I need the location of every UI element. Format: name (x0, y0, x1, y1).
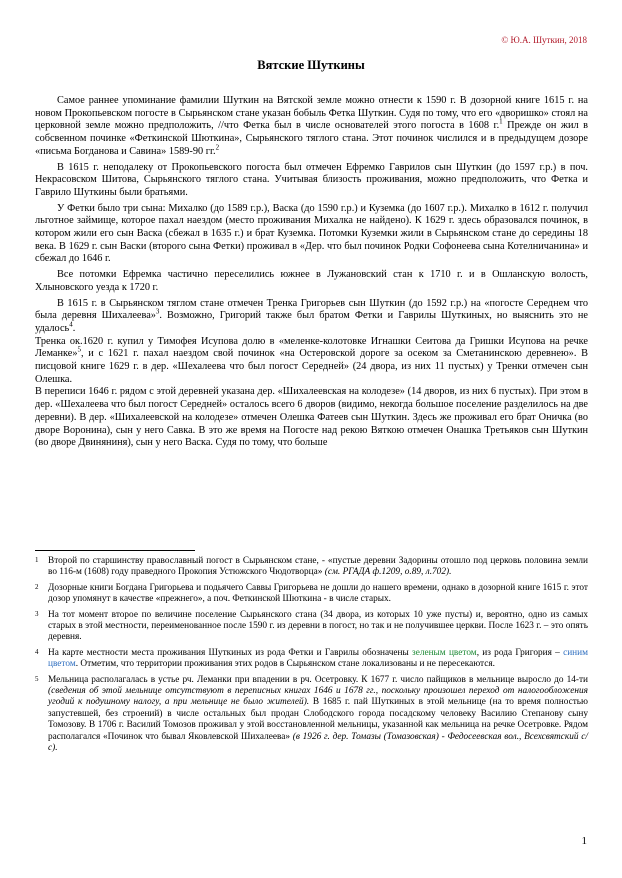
copyright-notice: © Ю.А. Шуткин, 2018 (501, 35, 587, 45)
paragraph-4: Все потомки Ефремка частично переселились южнее в Лужановский стан к 1710 г. и в Ошланскую волость, Хлыновского уезда к 1720 г. (35, 269, 588, 293)
green-color-label: зеленым цветом (412, 647, 477, 658)
footnote-number: 5 (35, 674, 39, 683)
footnote-number: 3 (35, 609, 39, 618)
footnote-4: 4 На карте местности места проживания Шуткиных из рода Фетки и Гаврилы обозначены зеленым цветом, из рода Григория – синим цветом. Отметим, что территории проживания этих родов в Сырьянском стане локализованы и не пересекаются. (35, 647, 588, 670)
main-text (35, 95, 588, 450)
footnote-1: 1 Второй по старшинству православный погост в Сырьянском стане, - «пустые деревни Задорины отошло под церковь половина земли во 116-м (1608) году праведного Прокопия Устюжского Чюдотворца» (см. РГАДА ф.1209, о.89, л.702). (35, 556, 588, 578)
footnote-separator (35, 550, 195, 551)
footnote-number: 2 (35, 582, 39, 591)
footnote-ref-5[interactable]: 5 (77, 345, 81, 354)
footnote-ref-3[interactable]: 3 (155, 307, 160, 316)
footnote-5: 5 Мельница располагалась в устье рч. Леманки при впадении в рч. Осетровку. К 1677 г. число пайщиков в мельнице выросло до 14-ти (сведения об этой мельнице отсутствуют в переписных книгах 1646 и 1678 гг., поскольку произошел переход от налогообложения угодий к подушному налогу, а при мельнице не было жителей). В 1685 г. пай Шуткиных в этой мельнице (на то время полностью запустевшей, без строений) в числе остальных был продан Слободского города посадскому человеку Василию Степанову сыну Томозову. В 1706 г. Василий Томозов проживал у этой восстановленной мельницы, указанной как мельница на речке Осетровке. Рядом располагался «Починок что бывал Яковлевской Шихалеева» (в 1926 г. дер. Томазы (Томазовская) - Федосеевская вол., Всехсвятский с/с). (35, 674, 588, 754)
paragraph-7: В переписи 1646 г. рядом с этой деревней указана дер. «Шихалеевская на колодезе» (14 дворов, из них 6 пустых). При этом в дер. «Шехалеева что был погост Середней» осталось всего 6 дворов (видимо, некогда большое поселение разделилось на две деревни). В дер. «Шихалеевской на колодезе» отмечен Олешка Фатеев сын Шуткин. Здесь же проживал его брат Оничка (во дворе Воронина), сын у него Савка. В это же время на Погосте над рекою Вяткою отмечен Онашка Третьяков сын Шуткин (во дворе Двиняниня), сын у него Васка. Судя по тому, что больше (35, 386, 588, 449)
document-title: Вятские Шуткины (257, 58, 365, 72)
footnote-2: 2 Дозорные книги Богдана Григорьева и подьячего Саввы Григорьева не дошли до нашего времени, однако в дозорной книге 1615 г. этот дозор упомянут в качестве «прежнего», а поч. Феткинской Шюткина - в числе старых. (35, 582, 588, 605)
paragraph-5: В 1615 г. в Сырьянском тяглом стане отмечен Тренка Григорьев сын Шуткин (до 1592 г.р.) на «погосте Середнем что была деревня Шихалеева»$^3$. Возможно, Григорий также был братом Фетки и Гаврилы Шуткиных, но выяснить это не удалось$^4$. (35, 297, 588, 334)
paragraph-6: Тренка ок.1620 г. купил у Тимофея Исупова долю в «меленке-колотовке Игнашки Сеитова да Гришки Исупова на речке Леманке»$^5$, и с 1621 г. пахал наездом свой починок «на Остеровской дороге за осеком за Сметанинскою деревнею». В писцовой книге 1629 г. в дер. «Шехалеева что был погост Середней» (24 двора, из них 11 пустых) у Тренки отмечен сын Олешка. (35, 335, 588, 385)
page-number: 1 (581, 835, 587, 847)
paragraph-3: У Фетки было три сына: Михалко (до 1589 г.р.), Васка (до 1590 г.р.) и Куземка (до 1607 г.р.). Михалко в 1612 г. получил льготное займище, которое пахал наездом (место проживания Михалка не найдено). К 1629 г. здесь образовался починок, в котором жили его сын Васка (сбежал в 1635 г.) и брат Куземка. Потомки Куземки жили в Сырьянском стане до середины 18 века. В 1629 г. сын Васки (второго сына Фетки) проживал в «Дер. что был починок Родки Софонеева сына Котелничанина» и сбежал до 1646 г. (35, 202, 588, 265)
footnote-3: 3 На тот момент второе по величине поселение Сырьянского стана (34 двора, из которых 10 уже пусты) и, вероятно, одно из самых старых в этой местности, переименованное после 1590 г. из деревни в погост, но так и не получившее церкви. После 1623 г. – это опять деревня. (35, 609, 588, 643)
footnotes (35, 556, 588, 759)
footnote-ref-4[interactable]: 4 (69, 320, 73, 329)
footnote-ref-1[interactable]: 1 (499, 117, 503, 126)
footnote-number: 1 (35, 556, 39, 564)
footnote-ref-2[interactable]: 2 (215, 143, 220, 152)
paragraph-1: Самое раннее упоминание фамилии Шуткин на Вятской земле можно отнести к 1590 г. В дозорной книге 1615 г. на новом Прокопьевском погосте в Сырьянском стане указан бобыль Фетка Шуткин. Судя по тому, что его «дворишко» стоял на церковной земле можно предположить, //что Фетка был в числе основателей этого погоста в 1608 г.$^1$ Прежде он жил в собсвенном починке «Феткинской Шюткина», Сырьянского тяглого стана. Этот починок числился и в предыдущем дозоре «письма Богданова и Савина» 1589-90 гг.$^2$ (35, 95, 588, 157)
paragraph-2: В 1615 г. неподалеку от Прокопьевского погоста был отмечен Ефремко Гаврилов сын Шуткин (до 1597 г.р.) в поч. Некрасовском Шитова, Сырьянского тяглого стана. Учитывая близость проживания, можно предположить, что Фетка и Гаврило Шуткины были братьями. (35, 161, 588, 198)
footnote-number: 4 (35, 647, 39, 656)
blue-color-label: синим цветом (48, 647, 588, 670)
